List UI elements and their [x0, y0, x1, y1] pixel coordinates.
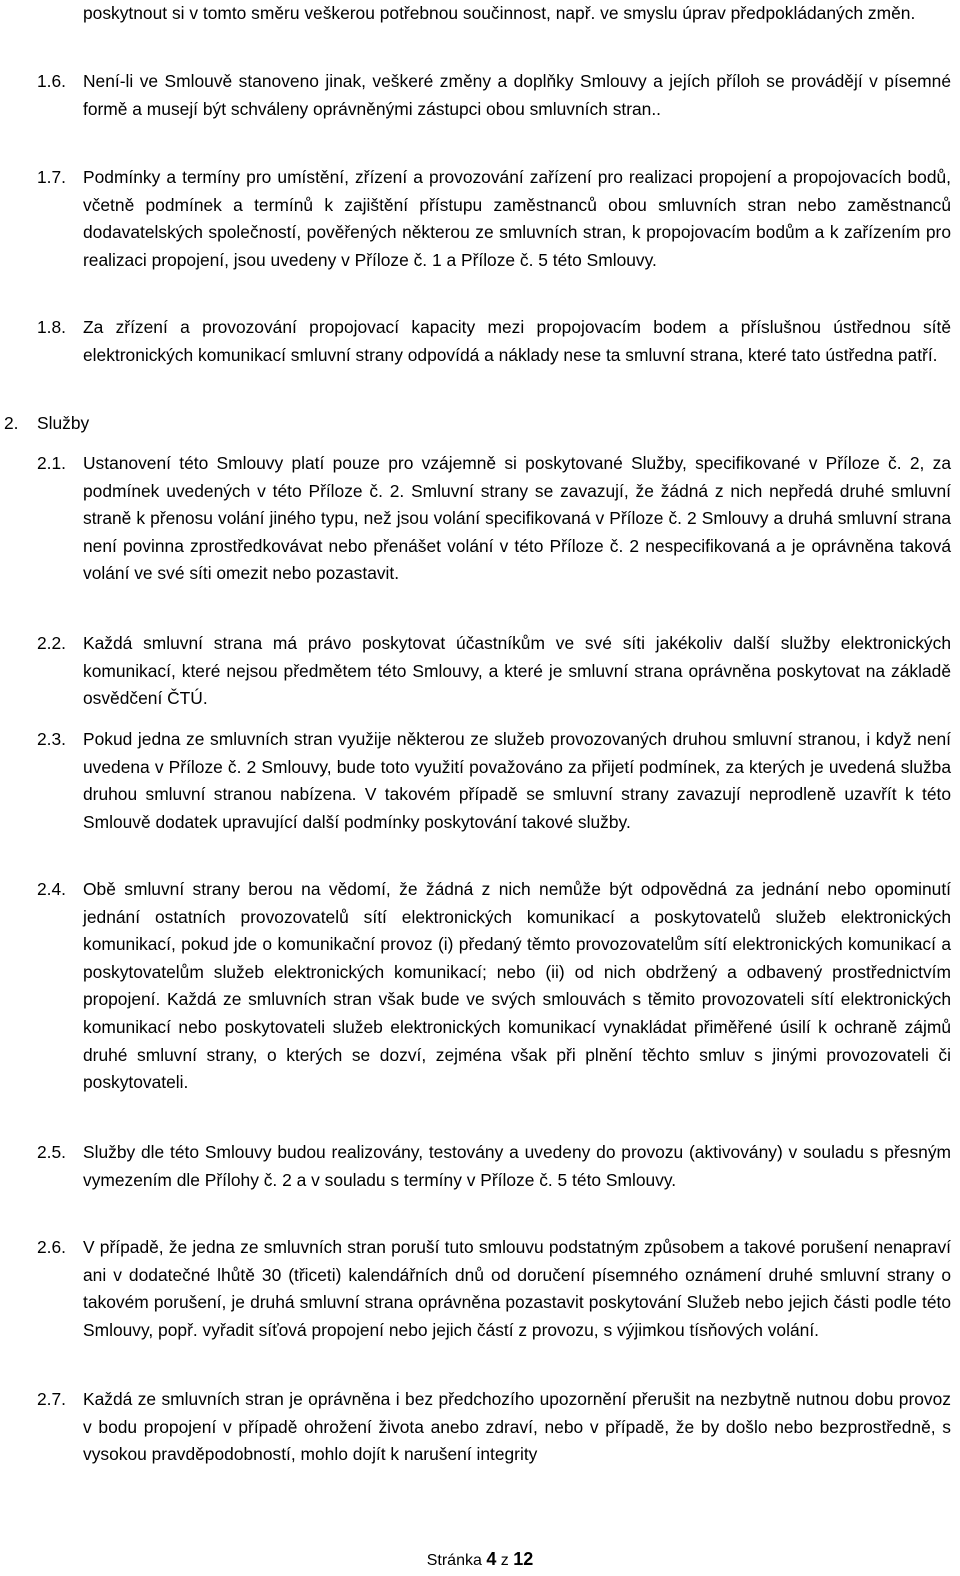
clause-text: Ustanovení této Smlouvy platí pouze pro vzájemně si poskytované Služby, specifikované v Příloze č. 2, za podmínek uvedených v této Příloze č. 2. Smluvní strany se zavazují, že žádná z nich nepředá druhé smluvní straně k přenosu volání jiného typu, než jsou volání specifikovaná v Příloze č. 2 Smlouvy a druhá smluvní strana není povinna zprostředkovávat nebo přenášet volání v této Příloze č. 2 nespecifikovaná a je oprávněna taková volání ve své síti omezit nebo pozastavit.	[83, 453, 951, 584]
clause-text: Každá ze smluvních stran je oprávněna i bez předchozího upozornění přerušit na nezbytně nutnou dobu provoz v bodu propojení v případě ohrožení života anebo zdraví, nebo v případě, že by došlo nebo bezprostředně, s vysokou pravděpodobností, mohlo dojít k narušení integrity	[83, 1389, 951, 1465]
clause-text: Pokud jedna ze smluvních stran využije některou ze služeb provozovaných druhou smluvní stranou, i když není uvedena v Příloze č. 2 Smlouvy, bude toto využití považováno za přijetí podmínek, za kterých je uvedená služba druhou smluvní stranou nabízena. V takovém případě se smluvní strany zavazují neprodleně uzavřít k této Smlouvě dodatek upravující další podmínky poskytování takové služby.	[83, 729, 951, 832]
section-number: 2.	[4, 413, 19, 433]
clause-text: Každá smluvní strana má právo poskytovat účastníkům ve své síti jakékoliv další služby elektronických komunikací, které nejsou předmětem této Smlouvy, a které je smluvní strana oprávněna poskytovat na základě osvědčení ČTÚ.	[83, 633, 951, 709]
clause-number: 2.1.	[37, 453, 67, 473]
clause-number: 1.8.	[37, 317, 67, 337]
paragraph-continuation: poskytnout si v tomto směru veškerou potřebnou součinnost, např. ve smyslu úprav předpokládaných změn.	[83, 3, 916, 23]
clause-text: Není-li ve Smlouvě stanoveno jinak, veškeré změny a doplňky Smlouvy a jejích příloh se provádějí v písemné formě a musejí být schváleny oprávněnými zástupci obou smluvních stran..	[83, 71, 951, 119]
footer-separator: z	[500, 1552, 509, 1569]
section-title: Služby	[37, 413, 90, 433]
clause-number: 2.2.	[37, 633, 67, 653]
clause-text: Obě smluvní strany berou na vědomí, že žádná z nich nemůže být odpovědná za jednání nebo opominutí jednání ostatních provozovatelů sítí elektronických komunikací a poskytovatelů služeb elektronických komunikací, pokud jde o komunikační provoz (i) předaný těmto provozovatelům sítí elektronických komunikací a poskytovatelům služeb elektronických komunikací; nebo (ii) od nich obdržený a odbavený prostřednictvím propojení. Každá ze smluvních stran však bude ve svých smlouvách s těmito provozovateli sítí elektronických komunikací nebo poskytovateli služeb elektronických komunikací vynakládat přiměřené úsilí k ochraně zájmů druhé smluvní strany, o kterých se dozví, zejména však při plnění těchto smluv s jinými provozovateli či poskytovateli.	[83, 879, 951, 1093]
clause-number: 2.6.	[37, 1237, 67, 1257]
clause-number: 1.7.	[37, 167, 67, 187]
clause-number: 1.6.	[37, 71, 67, 91]
clause-text: Služby dle této Smlouvy budou realizovány, testovány a uvedeny do provozu (aktivovány) v souladu s přesným vymezením dle Přílohy č. 2 a v souladu s termíny v Příloze č. 5 této Smlouvy.	[83, 1142, 951, 1190]
footer-total-pages: 12	[513, 1549, 534, 1569]
clause-text: V případě, že jedna ze smluvních stran poruší tuto smlouvu podstatným způsobem a takové porušení nenapraví ani v dodatečné lhůtě 30 (třiceti) kalendářních dnů od doručení písemného oznámení druhé smluvní strany o takovém porušení, je druhá smluvní strana oprávněna pozastavit poskytování Služeb nebo jejich části podle této Smlouvy, popř. vyřadit síťová propojení nebo jejich částí z provozu, s výjimkou tísňových volání.	[83, 1237, 951, 1340]
clause-text: Za zřízení a provozování propojovací kapacity mezi propojovacím bodem a příslušnou ústřednou sítě elektronických komunikací smluvní strany odpovídá a náklady nese ta smluvní strana, které tato ústředna patří.	[83, 317, 951, 365]
clause-number: 2.3.	[37, 729, 67, 749]
clause-text: Podmínky a termíny pro umístění, zřízení a provozování zařízení pro realizaci propojení a propojovacích bodů, včetně podmínek a termínů k zajištění přístupu zaměstnanců obou smluvních stran nebo zaměstnanců dodavatelských společností, pověřených některou ze smluvních stran, k propojovacím bodům a k zařízením pro realizaci propojení, jsou uvedeny v Příloze č. 1 a Příloze č. 5 této Smlouvy.	[83, 167, 951, 270]
clause-number: 2.5.	[37, 1142, 67, 1162]
clause-number: 2.7.	[37, 1389, 67, 1409]
page-footer	[0, 1546, 960, 1575]
clause-number: 2.4.	[37, 879, 67, 899]
footer-page-number: 4	[486, 1549, 497, 1569]
footer-prefix: Stránka	[426, 1552, 482, 1569]
